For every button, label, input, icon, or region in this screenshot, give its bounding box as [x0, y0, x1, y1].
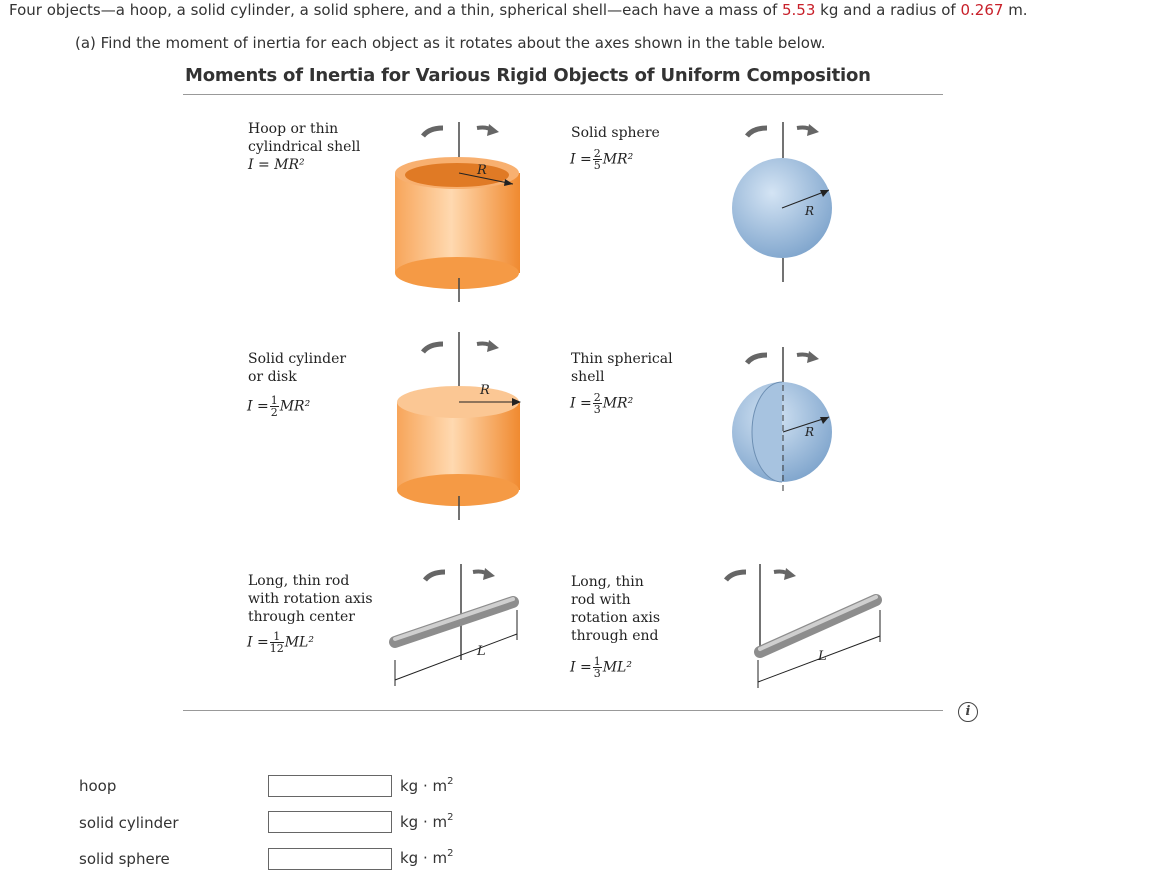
problem-statement: Four objects—a hoop, a solid cylinder, a solid sphere, and a thin, spherical shell—each have a mass of 5.53 kg and a radius of 0.267 m.	[9, 1, 1028, 19]
solid-cylinder-unit: kg · $m^2$	[400, 812, 454, 831]
solid-cylinder-answer-input[interactable]	[268, 811, 392, 833]
table-bottom-rule	[183, 710, 943, 711]
solid-sphere-answer-input[interactable]	[268, 848, 392, 870]
thin-shell-formula: I = $\frac{2}{3}$ MR²	[570, 391, 634, 416]
mass-value: 5.53	[782, 1, 816, 19]
hoop-r-label: R	[477, 163, 487, 178]
sphere-r-label: R	[805, 204, 815, 218]
rod-center-formula: I = $\frac{1}{12}$ ML²	[247, 630, 314, 655]
cylinder-r-label: R	[480, 383, 490, 398]
rod-end-figure	[718, 560, 888, 690]
rod-center-caption: Long, thin rod with rotation axis through center	[248, 573, 373, 625]
answer-label-solid-cylinder: solid cylinder	[79, 814, 179, 832]
solid-cylinder-formula: I = $\frac{1}{2}$ MR²	[247, 394, 311, 419]
hoop-formula: I = MR²	[248, 157, 305, 173]
solid-sphere-caption: Solid sphere	[571, 125, 660, 141]
solid-sphere-unit: kg · $m^2$	[400, 848, 454, 867]
answer-label-hoop: hoop	[79, 777, 117, 795]
hoop-answer-input[interactable]	[268, 775, 392, 797]
shell-r-label: R	[805, 425, 815, 439]
hoop-figure	[385, 118, 535, 303]
hoop-caption: Hoop or thin cylindrical shell I = MR²	[248, 121, 361, 173]
rod-center-l-label: L	[477, 644, 486, 659]
solid-sphere-figure	[725, 118, 845, 286]
table-top-rule	[183, 94, 943, 95]
solid-cylinder-caption: Solid cylinder or disk	[248, 351, 347, 385]
radius-value: 0.267	[960, 1, 1004, 19]
rod-end-caption: Long, thin rod with rotation axis through end	[571, 574, 660, 644]
info-icon[interactable]: i	[958, 702, 978, 722]
thin-shell-caption: Thin spherical shell	[571, 351, 673, 385]
part-a-prompt: (a) Find the moment of inertia for each object as it rotates about the axes shown in the table below.	[75, 34, 826, 52]
answer-label-solid-sphere: solid sphere	[79, 850, 170, 868]
solid-sphere-formula: I = $\frac{2}{5}$ MR²	[570, 147, 634, 172]
hoop-unit: kg · $m^2$	[400, 776, 454, 795]
rod-center-figure	[385, 560, 530, 688]
rod-end-formula: I = $\frac{1}{3}$ ML²	[570, 655, 632, 680]
solid-cylinder-figure	[385, 330, 535, 522]
rod-end-l-label: L	[818, 649, 827, 664]
thin-shell-figure	[725, 345, 845, 497]
table-title: Moments of Inertia for Various Rigid Objects of Uniform Composition	[185, 65, 871, 86]
